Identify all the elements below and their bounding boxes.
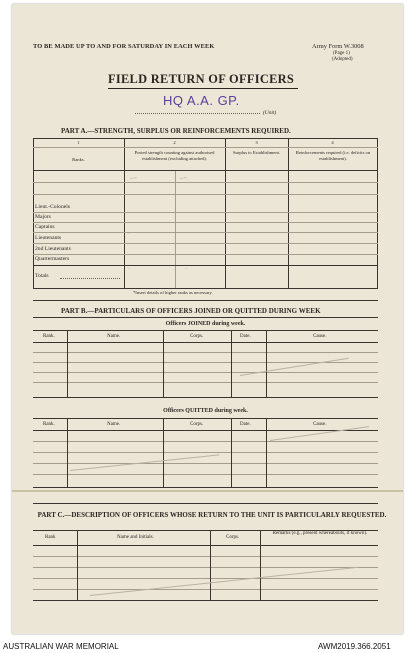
rank-label: 2nd Lieutenants [35,246,71,252]
rank-label: Lieutenants [35,235,62,241]
quitted-divider [163,418,164,487]
quitted-header-rule [33,430,378,431]
pencil-mark: ~~ [179,175,188,183]
rank-label: Captains [35,224,55,230]
title-underline [108,88,298,89]
joined-col-date: Date. [240,334,251,339]
joined-col-corps: Corps. [190,334,204,339]
col-number-2: 2 [173,140,176,145]
quitted-col-corps: Corps. [190,422,204,427]
row-rule [33,567,378,568]
totals-label: Totals [35,273,49,279]
part-c-col-remarks: Remarks (e.g., present whereabouts, if known). [272,531,368,536]
col-header-reinforcements: Reinforcements required (i.e. deficits on establishment). [295,150,371,161]
row-rule [33,372,378,373]
quitted-divider [266,418,267,487]
part-a-bottom-rule [33,288,378,289]
row-rule [33,194,378,195]
part-c-divider [210,530,211,600]
joined-heading: Officers JOINED during week. [165,321,246,327]
row-rule [33,352,378,353]
joined-divider [67,330,68,397]
row-rule [33,578,378,579]
part-c-col-name: Name and Initials. [117,535,154,540]
section-rule [33,300,378,301]
unit-line [135,113,260,114]
pencil-mark: · [185,266,187,272]
page-label: (Page 1) [333,51,350,56]
adopted-label: (Adopted) [332,57,353,62]
quitted-divider [231,418,232,487]
unit-stamp: HQ A.A. GP. [163,93,240,108]
row-rule [33,222,378,223]
row-rule [33,452,378,453]
part-a-footnote: *Insert details of higher ranks as necessary. [133,290,213,295]
row-rule [33,441,378,442]
col-header-rule [33,170,378,171]
col-number-3: 3 [255,140,258,145]
form-number: Army Form W.3008 [312,43,364,50]
joined-divider [266,330,267,397]
joined-divider [231,330,232,397]
part-c-top-rule [33,503,378,504]
col-number-1: 1 [77,140,80,145]
part-b-top-rule [33,317,378,318]
rank-label: Majors [35,214,51,220]
quitted-bottom-rule [33,487,378,488]
col-header-ranks: Ranks. [72,157,85,162]
row-rule [33,474,378,475]
quitted-header-top-rule [33,418,378,419]
pencil-mark: ~~ [129,175,138,183]
rank-label: Lieut.-Colonels [35,204,70,210]
part-c-divider [260,530,261,600]
row-rule [33,212,378,213]
quitted-col-name: Name. [107,422,121,427]
joined-col-cause: Cause. [313,334,327,339]
joined-header-top-rule [33,330,378,331]
quitted-col-rank: Rank. [43,422,55,427]
part-c-col-corps: Corps. [226,535,240,540]
part-c-divider [77,530,78,600]
quitted-col-cause: Cause. [313,422,327,427]
part-a-top-rule [33,138,378,139]
form-title: FIELD RETURN OF OFFICERS [108,72,295,86]
row-rule [33,556,378,557]
unit-label: (Unit) [263,110,277,116]
totals-rule [33,265,378,266]
pencil-mark: · [128,231,130,237]
row-rule [33,232,378,233]
joined-col-rank: Rank. [43,334,55,339]
col-header-surplus: Surplus to Establishment. [232,150,281,155]
quitted-col-date: Date. [240,422,251,427]
totals-dots [60,278,120,279]
row-rule [33,254,378,255]
part-b-heading: PART B.—PARTICULARS OF OFFICERS JOINED OR QUITTED DURING WEEK [61,307,321,315]
part-a-heading: PART A.—STRENGTH, SURPLUS OR REINFORCEMENTS REQUIRED. [61,127,291,135]
instruction-text: TO BE MADE UP TO AND FOR SATURDAY IN EACH WEEK [33,43,215,50]
row-rule [33,463,378,464]
footer-credit: AUSTRALIAN WAR MEMORIAL [3,642,119,651]
quitted-heading: Officers QUITTED during week. [163,408,248,414]
part-c-header-rule [33,545,378,546]
fold-crease [12,490,403,492]
col-number-4: 4 [331,140,334,145]
row-rule [33,243,378,244]
joined-bottom-rule [33,397,378,398]
part-c-col-rank: Rank [45,535,56,540]
col-number-rule [33,147,378,148]
part-c-heading: PART C.—DESCRIPTION OF OFFICERS WHOSE RETURN TO THE UNIT IS PARTICULARLY REQUESTED. [37,511,387,519]
row-rule [33,382,378,383]
part-a-subdivider [175,170,176,288]
row-rule [33,182,378,183]
joined-col-name: Name. [107,334,121,339]
footer-accession-number: AWM2019.366.2051 [318,642,391,651]
joined-divider [163,330,164,397]
row-rule [33,589,378,590]
col-header-posted: Posted strength counting against authorised establishment (excluding attached). [134,150,215,161]
joined-header-rule [33,342,378,343]
part-c-bottom-rule [33,600,378,601]
quitted-divider [67,418,68,487]
pencil-mark: · [128,266,130,272]
rank-label: Quartermasters [35,256,70,262]
